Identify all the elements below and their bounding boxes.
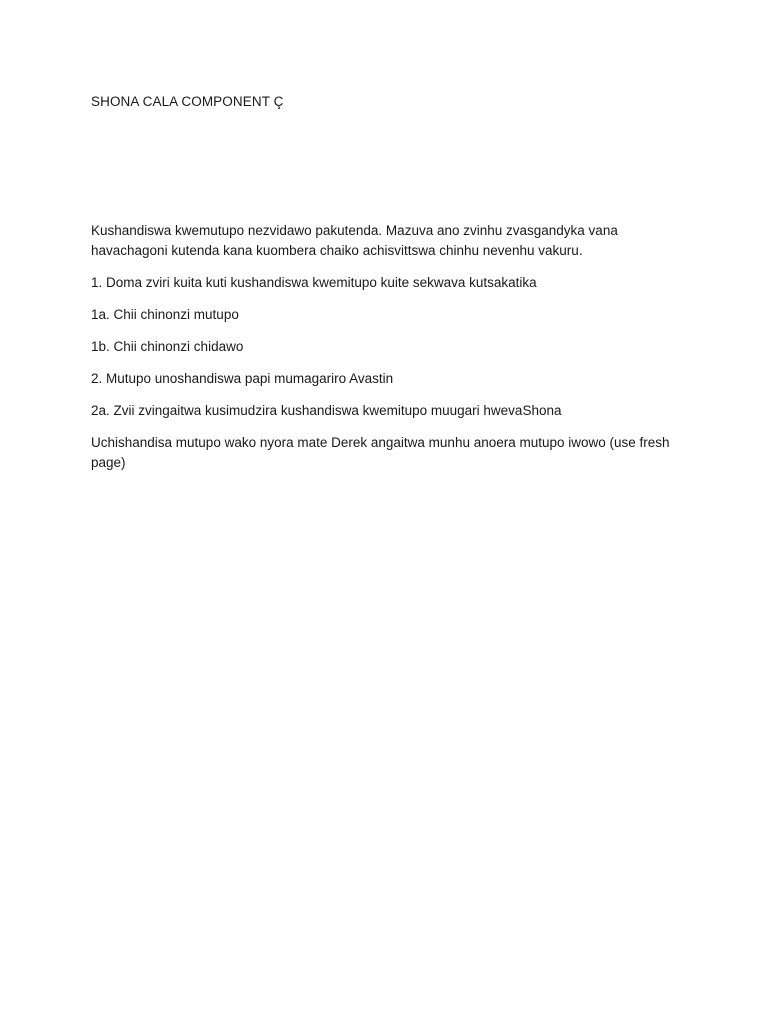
- question-1: 1. Doma zviri kuita kuti kushandiswa kwemitupo kuite sekwava kutsakatika: [91, 275, 537, 290]
- question-1b: 1b. Chii chinonzi chidawo: [91, 339, 244, 354]
- document-body: [91, 221, 681, 485]
- document-title: SHONA CALA COMPONENT Ç: [91, 94, 284, 109]
- final-instruction: Uchishandisa mutupo wako nyora mate Derek angaitwa munhu anoera mutupo iwowo (use fresh page): [91, 435, 670, 470]
- question-2a: 2a. Zvii zvingaitwa kusimudzira kushandiswa kwemitupo muugari hwevaShona: [91, 403, 562, 418]
- question-1a: 1a. Chii chinonzi mutupo: [91, 307, 239, 322]
- question-2: 2. Mutupo unoshandiswa papi mumagariro Avastin: [91, 371, 394, 386]
- intro-paragraph: Kushandiswa kwemutupo nezvidawo pakutenda. Mazuva ano zvinhu zvasgandyka vana havachagoni kutenda kana kuombera chaiko achisvittswa chinhu nevenhu vakuru.: [91, 223, 618, 258]
